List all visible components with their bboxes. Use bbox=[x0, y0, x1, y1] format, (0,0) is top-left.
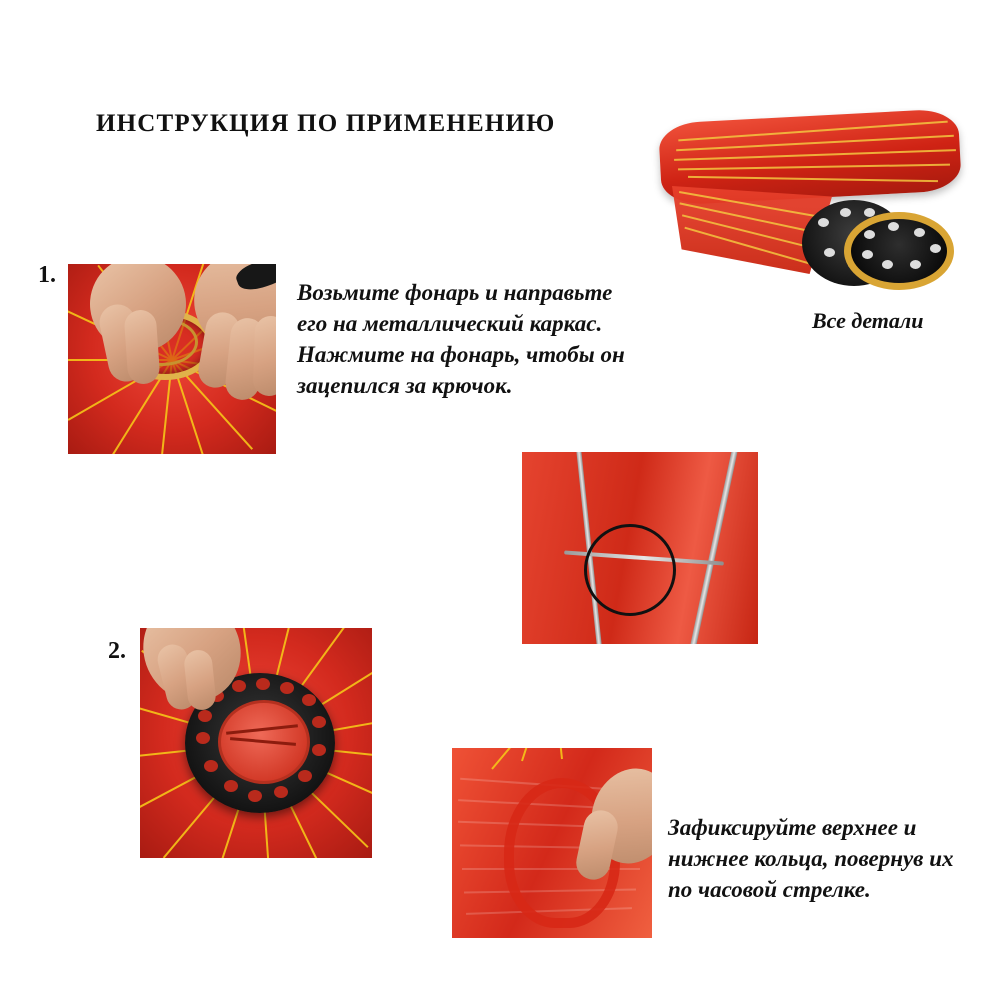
photo-folded-lantern-in-hand bbox=[452, 748, 652, 938]
photo-hands-pressing-lantern bbox=[68, 264, 276, 454]
photo-hook-closeup bbox=[522, 452, 758, 644]
final-caption: Зафиксируйте верхнее и нижнее кольца, повернув их по часовой стрелке. bbox=[668, 815, 954, 902]
step-1-caption: Возьмите фонарь и направьте его на металлический каркас. Нажмите на фонарь, чтобы он зацепился за крючок. bbox=[297, 280, 625, 398]
step-1-number: 1. bbox=[38, 262, 56, 288]
photo-all-parts bbox=[648, 108, 978, 298]
page-title: ИНСТРУКЦИЯ ПО ПРИМЕНЕНИЮ bbox=[96, 110, 556, 137]
step-2-number: 2. bbox=[108, 638, 126, 664]
parts-overview-label: Все детали bbox=[812, 308, 924, 333]
hook-highlight-circle bbox=[584, 524, 676, 616]
photo-black-ring-on-lantern bbox=[140, 628, 372, 858]
